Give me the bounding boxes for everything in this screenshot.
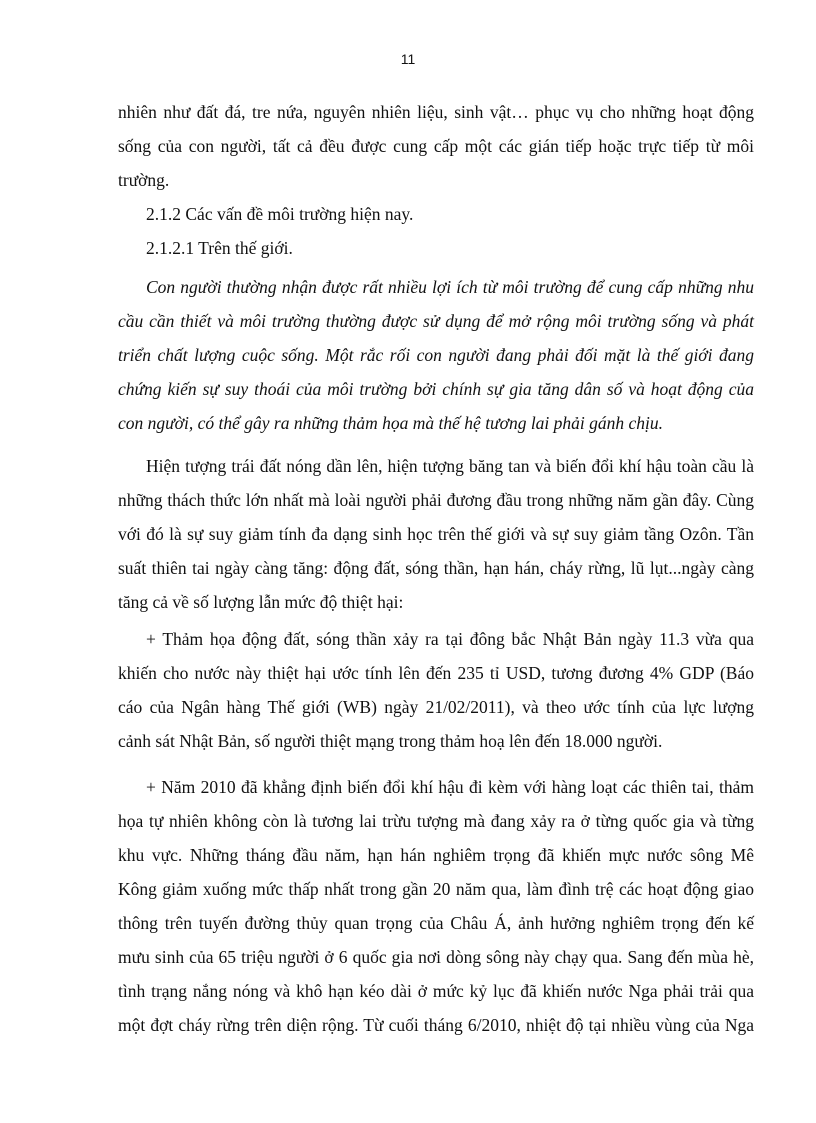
paragraph-line: khiến cho nước này thiệt hại ước tính lên đến 235 tỉ USD, tương đương 4% GDP (Báo	[118, 663, 754, 683]
paragraph-line: thông trên tuyến đường thủy quan trọng của Châu Á, ảnh hưởng nghiêm trọng đến kế	[118, 913, 754, 933]
paragraph-line: một đợt cháy rừng trên diện rộng. Từ cuối tháng 6/2010, nhiệt độ tại nhiều vùng của Nga	[118, 1015, 754, 1035]
paragraph-line: cảnh sát Nhật Bản, số người thiệt mạng trong thảm hoạ lên đến 18.000 người.	[118, 731, 663, 751]
paragraph-line: sống của con người, tất cả đều được cung cấp một các gián tiếp hoặc trực tiếp từ môi	[118, 136, 754, 156]
paragraph-line: khu vực. Những tháng đầu năm, hạn hán nghiêm trọng đã khiến mực nước sông Mê	[118, 845, 754, 865]
bullet-paragraph-line: + Năm 2010 đã khẳng định biến đổi khí hậu đi kèm với hàng loạt các thiên tai, thảm	[146, 777, 754, 797]
page-number: 11	[400, 51, 416, 67]
paragraph-line: suất thiên tai ngày càng tăng: động đất, sóng thần, hạn hán, cháy rừng, lũ lụt...ngày càng	[118, 558, 754, 578]
italic-paragraph-line: Con người thường nhận được rất nhiều lợi ích từ môi trường để cung cấp những nhu	[146, 277, 754, 297]
italic-paragraph-line: cầu cần thiết và môi trường thường được sử dụng để mở rộng môi trường sống và phát	[118, 311, 754, 331]
paragraph-line: trường.	[118, 170, 170, 190]
subsection-heading: 2.1.2.1 Trên thế giới.	[146, 238, 293, 258]
italic-paragraph-line: chứng kiến sự suy thoái của môi trường bởi chính sự gia tăng dân số và hoạt động của	[118, 379, 754, 399]
paragraph-line: với đó là sự suy giảm tính đa dạng sinh học trên thế giới và sự suy giảm tầng Ozôn. Tần	[118, 524, 754, 544]
paragraph-line: họa tự nhiên không còn là tương lai trừu tượng mà đang xảy ra ở từng quốc gia và từng	[118, 811, 754, 831]
paragraph-line: mưu sinh của 65 triệu người ở 6 quốc gia nơi dòng sông này chạy qua. Sang đến mùa hè,	[118, 947, 754, 967]
paragraph-line: Hiện tượng trái đất nóng dần lên, hiện tượng băng tan và biến đổi khí hậu toàn cầu là	[146, 456, 754, 476]
paragraph-line: những thách thức lớn nhất mà loài người phải đương đầu trong những năm gần đây. Cùng	[118, 490, 754, 510]
section-heading: 2.1.2 Các vấn đề môi trường hiện nay.	[146, 204, 414, 224]
italic-paragraph-line: con người, có thể gây ra những thảm họa mà thế hệ tương lai phải gánh chịu.	[118, 413, 664, 433]
paragraph-line: tình trạng nắng nóng và khô hạn kéo dài ở mức kỷ lục đã khiến nước Nga phải trải qua	[118, 981, 754, 1001]
paragraph-line: Kông giảm xuống mức thấp nhất trong gần 20 năm qua, làm đình trệ các hoạt động giao	[118, 879, 754, 899]
italic-paragraph-line: triển chất lượng cuộc sống. Một rắc rối con người đang phải đối mặt là thế giới đang	[118, 345, 754, 365]
paragraph-line: tăng cả về số lượng lẫn mức độ thiệt hại:	[118, 592, 404, 612]
paragraph-line: cáo của Ngân hàng Thế giới (WB) ngày 21/02/2011), và theo ước tính của lực lượng	[118, 697, 754, 717]
bullet-paragraph-line: + Thảm họa động đất, sóng thần xảy ra tại đông bắc Nhật Bản ngày 11.3 vừa qua	[146, 629, 754, 649]
paragraph-line: nhiên như đất đá, tre nứa, nguyên nhiên liệu, sinh vật… phục vụ cho những hoạt động	[118, 102, 754, 122]
